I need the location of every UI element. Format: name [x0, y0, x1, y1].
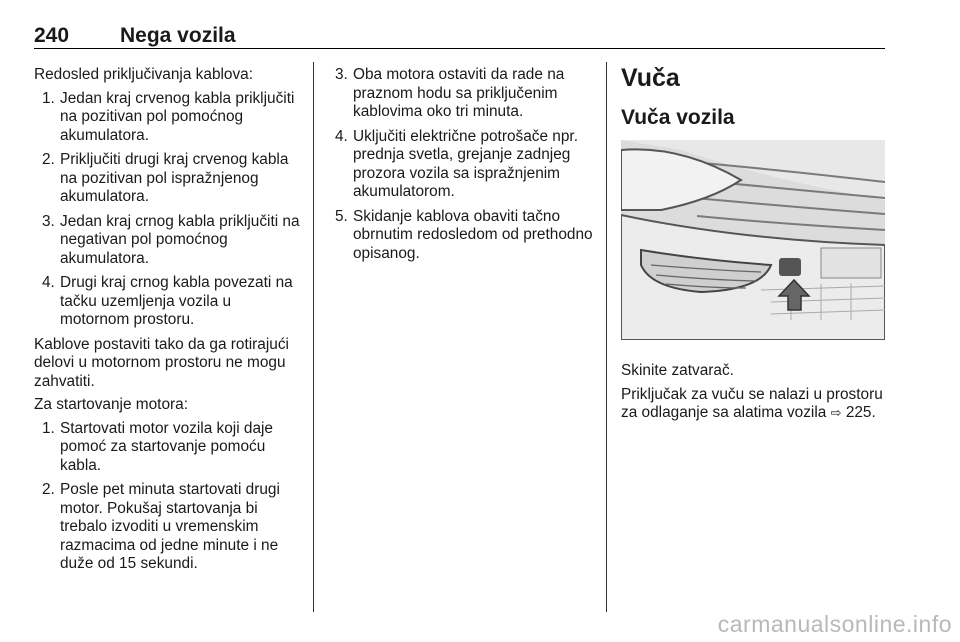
page-reference-link[interactable]: 225. [845, 404, 876, 421]
page-number: 240 [34, 24, 70, 47]
start-intro-text: Za startovanje motora: [34, 396, 188, 413]
list-item: 3. Jedan kraj crnog kabla priključiti na negativan pol pomoćnog akumulatora. [42, 212, 300, 267]
page-header [34, 22, 885, 49]
column-left [34, 66, 302, 580]
subheading-towing-vehicle: Vuča vozila [621, 106, 735, 129]
list-item: 5. Skidanje kablova obaviti tačno obrnutim redosledom od prethodno opisanog. [335, 207, 593, 262]
list-item: 1. Startovati motor vozila koji daje pomoć za startovanje pomoću kabla. [42, 419, 273, 474]
caption-remove-cover: Skinite zatvarač. [621, 362, 734, 379]
column-divider [606, 62, 607, 612]
list-item: 4. Drugi kraj crnog kabla povezati na tačku uzemljenja vozila u motornom prostoru. [42, 274, 293, 328]
list-item: 1. Jedan kraj crvenog kabla priključiti na pozitivan pol pomoćnog akumulatora. [42, 89, 295, 144]
column-right [621, 66, 889, 428]
list-item: 4. Uključiti električne potrošače npr. prednja svetla, grejanje zadnjeg prozora vozila sa ispražnjenim akumulatorom. [335, 127, 578, 200]
cable-steps-list [34, 90, 302, 330]
bumper-illustration [621, 140, 885, 340]
note-text: Kablove postaviti tako da ga rotirajući delovi u motornom prostoru ne mogu zahvatiti. [34, 335, 289, 390]
start-steps-list [34, 420, 302, 574]
heading-towing: Vuča [621, 64, 680, 92]
intro-text: Redosled priključivanja kablova: [34, 66, 254, 83]
caption-tow-location: Priključak za vuču se nalazi u prostoru za odlaganje sa alatima vozila ⇨ 225. [621, 385, 883, 421]
watermark: carmanualsonline.info [717, 611, 952, 637]
page-reference-icon: ⇨ [830, 405, 842, 420]
list-item: 3. Oba motora ostaviti da rade na praznom hodu sa priključenim kablovima oko tri minuta. [335, 66, 565, 120]
column-divider [313, 62, 314, 612]
section-title: Nega vozila [120, 24, 236, 47]
list-item: 2. Posle pet minuta startovati drugi motor. Pokušaj startovanja bi trebalo izvoditi u vremenskim razmacima od jedne minute i ne duže od 15 sekundi. [42, 481, 280, 572]
column-middle [327, 66, 595, 269]
list-item: 2. Priključiti drugi kraj crvenog kabla na pozitivan pol ispražnjenog akumulatora. [42, 151, 289, 205]
continued-steps-list [327, 66, 595, 263]
